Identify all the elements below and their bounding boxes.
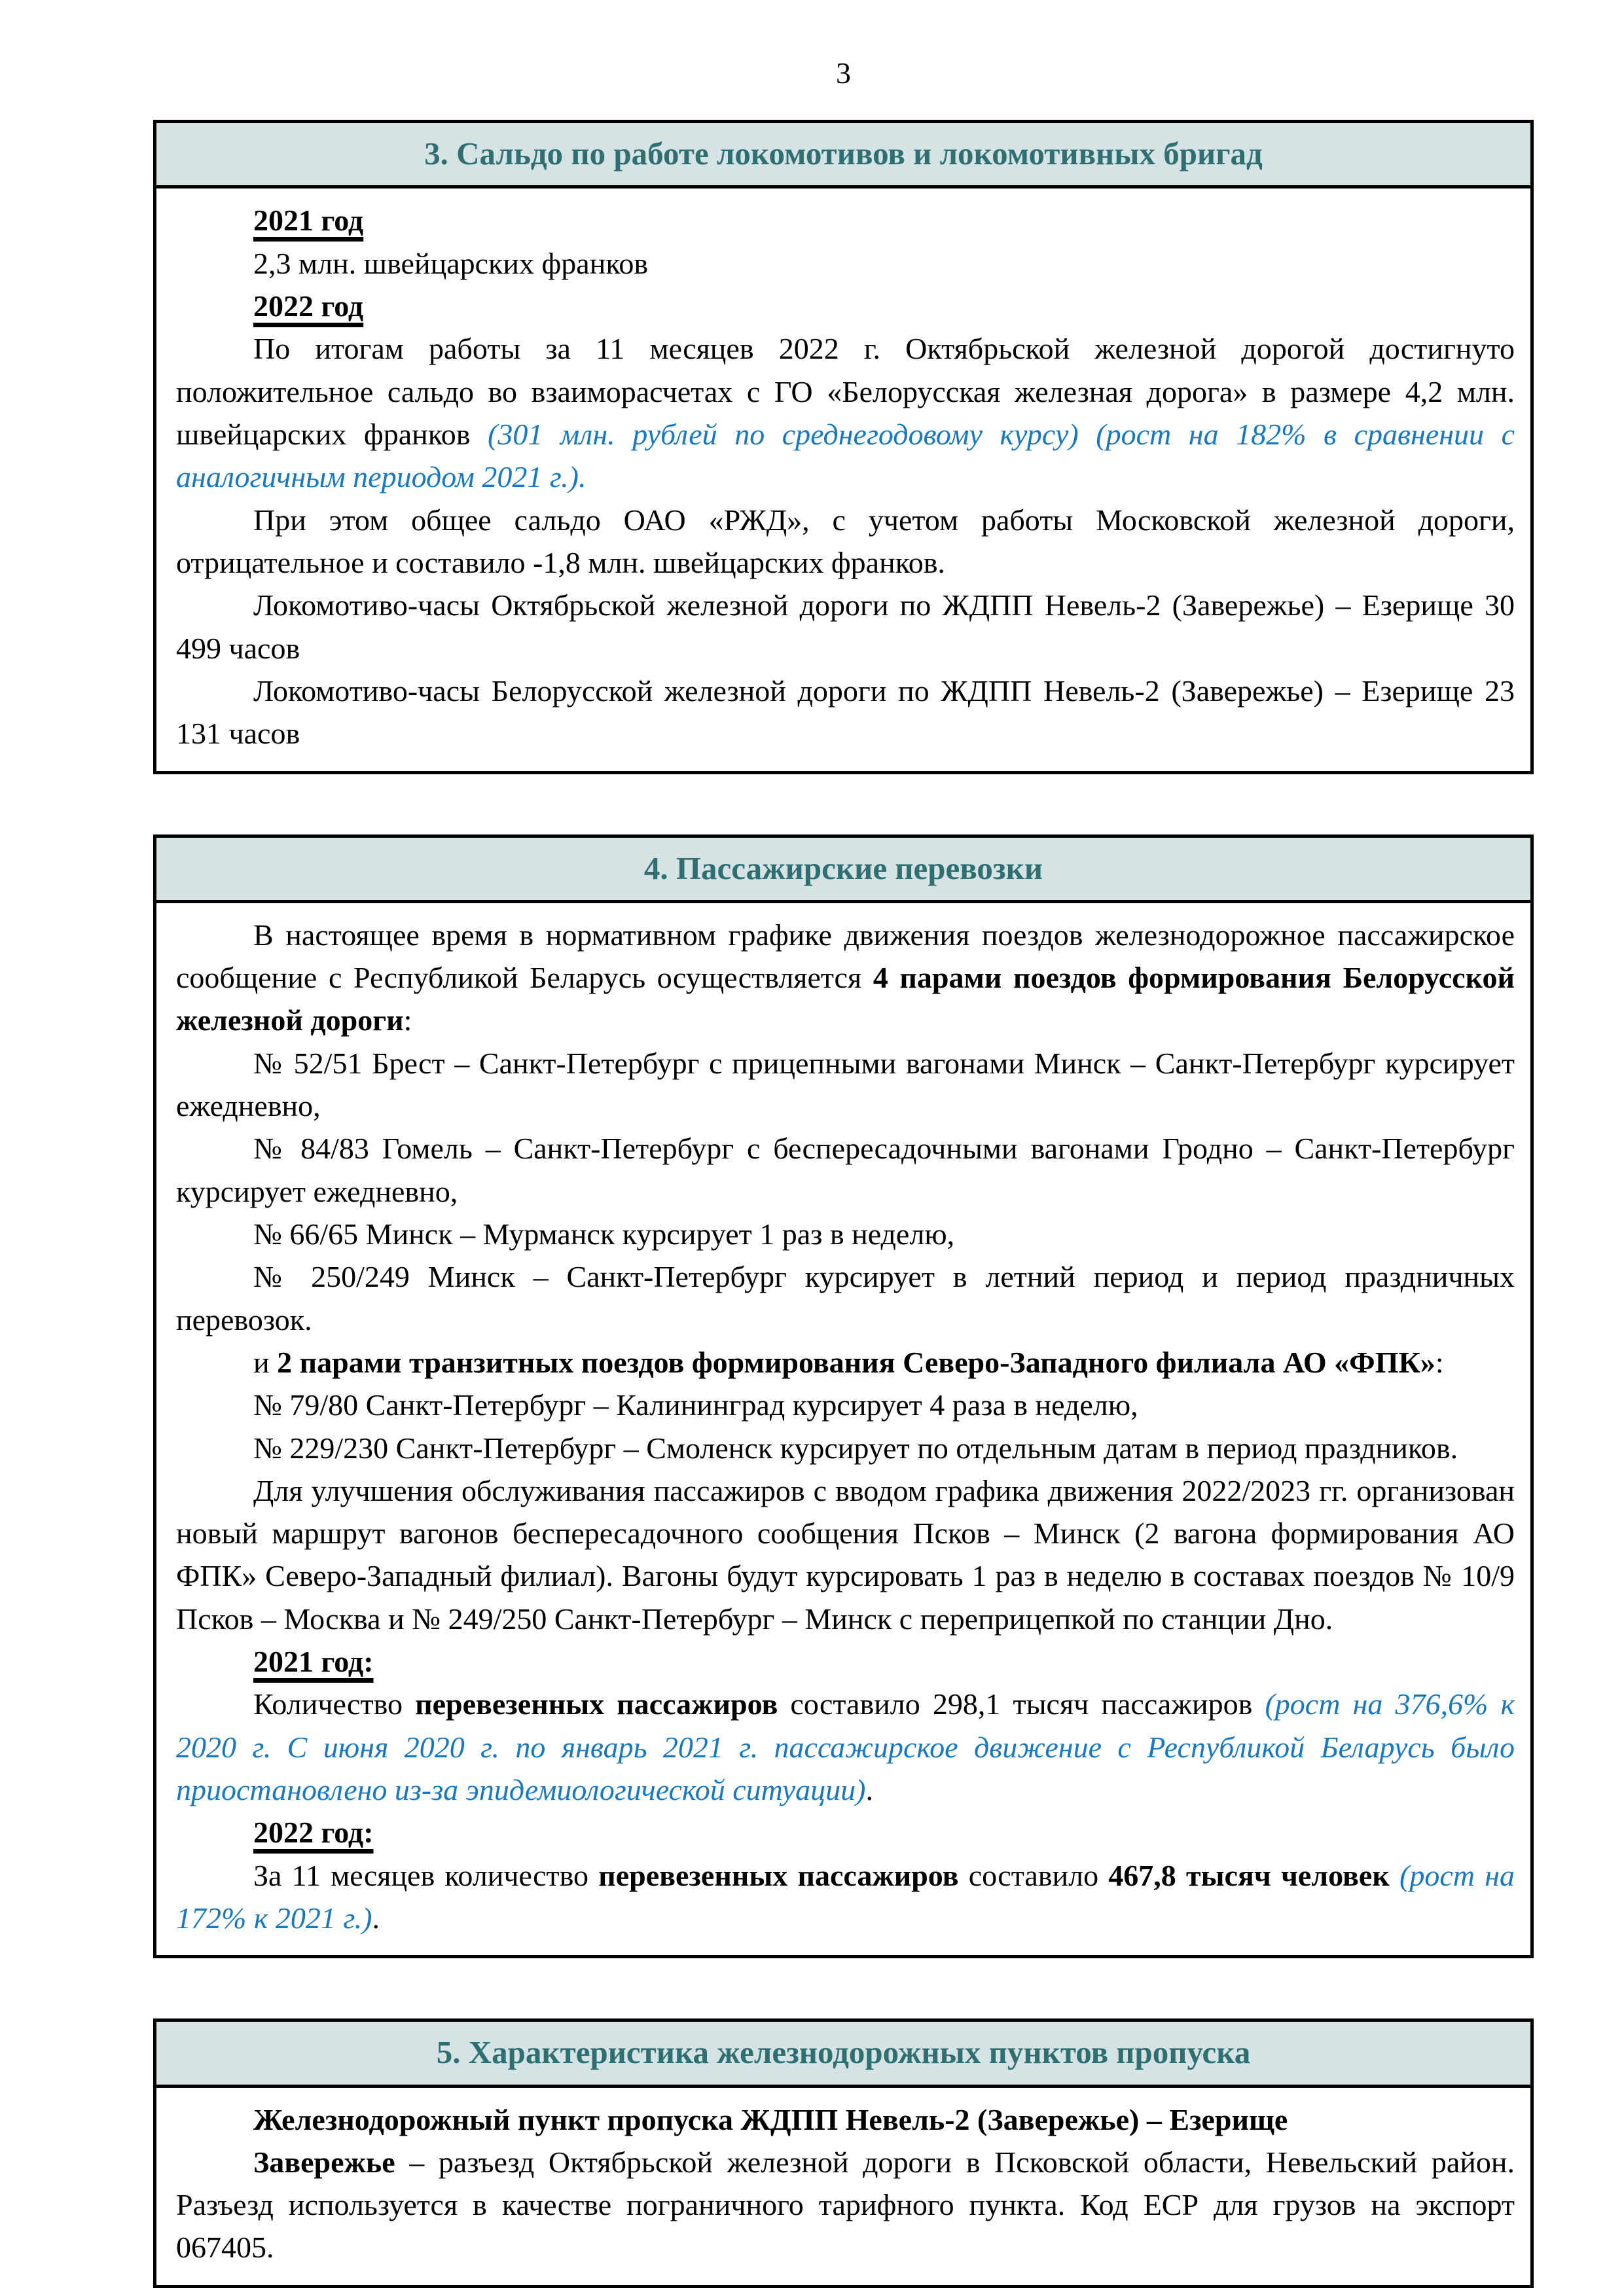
text-run: При этом общее сальдо ОАО «РЖД», с учетом работы Московской железной дороги, отрицательное и составило -1,8 млн. швейцарских франков. [176, 503, 1515, 579]
section-locomotive-balance [153, 120, 1534, 774]
text-run: и [253, 1345, 278, 1379]
text-run: Количество [253, 1687, 416, 1721]
paragraph [176, 199, 1515, 242]
paragraph [176, 499, 1515, 584]
text-run: № 66/65 Минск – Мурманск курсирует 1 раз в неделю, [253, 1217, 955, 1251]
text-run: 2,3 млн. швейцарских франков [253, 246, 649, 280]
section-title: 3. Сальдо по работе локомотивов и локомотивных бригад [156, 123, 1530, 188]
text-run: составило 298,1 тысяч пассажиров [778, 1687, 1265, 1721]
paragraph [176, 2098, 1515, 2141]
section-border-crossings [153, 2018, 1534, 2288]
section-body [156, 903, 1530, 1956]
section-passenger-transport [153, 834, 1534, 1959]
text-run: – разъезд Октябрьской железной дороги в Псковской области, Невельский район. Разъезд используется в качестве пограничного тарифного пункта. Код ЕСР для грузов на экспорт 067405. [176, 2145, 1515, 2265]
text-run: За 11 месяцев количество [253, 1858, 599, 1892]
paragraph [176, 1469, 1515, 1640]
paragraph [176, 1341, 1515, 1384]
year-heading-run: 2022 год [253, 289, 364, 323]
text-run: В настоящее время в нормативном графике движения поездов железнодорожное пассажирское сообщение с Республикой Беларусь осуществляется [176, 918, 1515, 995]
text-run: № 79/80 Санкт-Петербург – Калининград курсирует 4 раза в неделю, [253, 1388, 1138, 1422]
year-heading-run: 2021 год [253, 204, 364, 238]
text-run: : [1435, 1345, 1444, 1379]
paragraph [176, 1255, 1515, 1341]
bold-run: 4 парами поездов формирования Белорусской железной дороги [176, 961, 1515, 1037]
paragraph [176, 285, 1515, 327]
section-body [156, 188, 1530, 770]
bold-run: перевезенных пассажиров [598, 1858, 959, 1892]
text-run: По итогам работы за 11 месяцев 2022 г. Октябрьской железной дорогой достигнуто положительное сальдо во взаиморасчетах с ГО «Белорусская железная дорога» в размере 4,2 млн. швейцарских франков [176, 332, 1515, 451]
paragraph [176, 1213, 1515, 1255]
year-heading-run: 2021 год: [253, 1645, 374, 1679]
text-run: . [865, 1773, 873, 1806]
section-title: 4. Пассажирские перевозки [156, 838, 1530, 903]
text-run: № 84/83 Гомель – Санкт-Петербург с беспересадочными вагонами Гродно – Санкт-Петербург курсирует ежедневно, [176, 1132, 1515, 1208]
paragraph [176, 1811, 1515, 1854]
paragraph [176, 1427, 1515, 1469]
section-title: 5. Характеристика железнодорожных пунктов пропуска [156, 2022, 1530, 2087]
bold-run: 2 парами транзитных поездов формирования Северо-Западного филиала АО «ФПК» [277, 1345, 1435, 1379]
section-body [156, 2088, 1530, 2285]
bold-run: перевезенных пассажиров [415, 1687, 778, 1721]
note-italic-run: (рост на 172% к 2021 г.) [176, 1858, 1515, 1935]
text-run: . [372, 1901, 380, 1935]
bold-run: 467,8 тысяч человек [1108, 1858, 1390, 1892]
page-number: 3 [836, 56, 851, 90]
text-run: составило [958, 1858, 1109, 1892]
paragraph [176, 1384, 1515, 1426]
text-run: Для улучшения обслуживания пассажиров с вводом графика движения 2022/2023 гг. организован новый маршрут вагонов беспересадочного сообщения Псков – Минск (2 вагона формирования АО ФПК» Северо-Западный филиал). Вагоны будут курсировать 1 раз в неделю в составах поездов № 10/9 Псков – Москва и № 249/250 Санкт-Петербург – Минск с переприцепкой по станции Дно. [176, 1473, 1515, 1636]
note-italic-run: (рост на 376,6% к 2020 г. С июня 2020 г. по январь 2021 г. пассажирское движение с Республикой Беларусь было приостановлено из-за эпидемиологической ситуации) [176, 1687, 1515, 1806]
bold-run: Завережье [253, 2145, 395, 2179]
paragraph [176, 1127, 1515, 1213]
paragraph [176, 327, 1515, 498]
paragraph [176, 1683, 1515, 1811]
paragraph [176, 1854, 1515, 1940]
bold-run: Железнодорожный пункт пропуска ЖДПП Невель-2 (Завережье) – Езерище [253, 2102, 1288, 2136]
text-run: № 52/51 Брест – Санкт-Петербург с прицепными вагонами Минск – Санкт-Петербург курсирует ежедневно, [176, 1046, 1515, 1122]
text-run: Локомотиво-часы Октябрьской железной дороги по ЖДПП Невель-2 (Завережье) – Езерище 30 499 часов [176, 588, 1515, 665]
text-run: № 250/249 Минск – Санкт-Петербург курсирует в летний период и период праздничных перевозок. [176, 1260, 1515, 1336]
paragraph [176, 2141, 1515, 2269]
text-run: : [403, 1003, 412, 1037]
paragraph [176, 914, 1515, 1042]
text-run: № 229/230 Санкт-Петербург – Смоленск курсирует по отдельным датам в период праздников. [253, 1431, 1458, 1465]
paragraph [176, 1640, 1515, 1683]
year-heading-run: 2022 год: [253, 1816, 374, 1850]
paragraph [176, 584, 1515, 670]
text-run: Локомотиво-часы Белорусской железной дороги по ЖДПП Невель-2 (Завережье) – Езерище 23 131 часов [176, 673, 1515, 751]
paragraph [176, 670, 1515, 755]
note-italic-run: (301 млн. рублей по среднегодовому курсу) (рост на 182% в сравнении с аналогичным периодом 2021 г.). [176, 418, 1515, 494]
text-run [1390, 1859, 1399, 1892]
paragraph [176, 1042, 1515, 1128]
paragraph [176, 242, 1515, 285]
